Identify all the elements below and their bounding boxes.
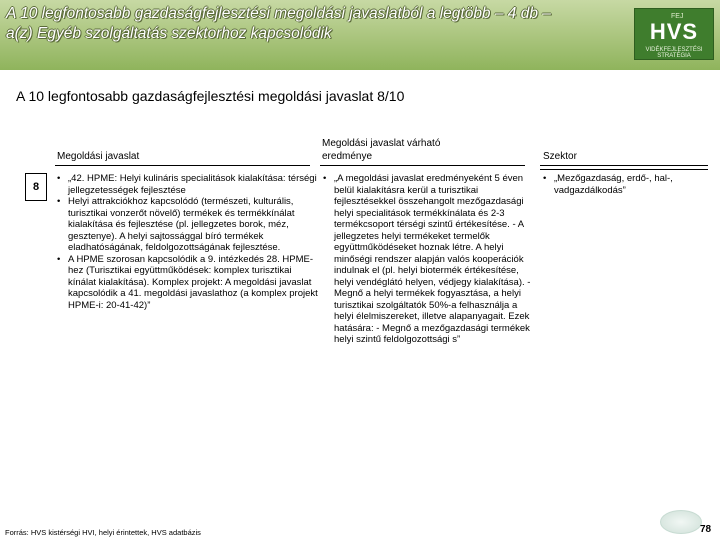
slide-title bbox=[6, 4, 606, 44]
column-header-result bbox=[322, 137, 440, 163]
hvs-logo bbox=[634, 8, 714, 60]
column-header-solution: Megoldási javaslat bbox=[57, 151, 140, 162]
page-number: 78 bbox=[700, 524, 712, 535]
rule-sector-header-2 bbox=[540, 169, 708, 170]
column-header-result-line-2: eredménye bbox=[322, 151, 373, 162]
result-list bbox=[323, 173, 535, 346]
source-note: Forrás: HVS kistérségi HVI, helyi érintettek, HVS adatbázis bbox=[5, 528, 201, 537]
header-banner bbox=[0, 0, 720, 70]
solution-item: • A HPME szorosan kapcsolódik a 9. intézkedés 28. HPME-hez (Turisztikai együttműködések: komplex turisztikai kínálat kialakítása). Komplex projekt: A megoldási javaslat kapcsolódik a 41. megoldási javaslathoz (a komplex projekt HPME-i: 20-41-42)” bbox=[57, 254, 319, 312]
column-header-sector: Szektor bbox=[543, 151, 577, 162]
rule-result-header bbox=[320, 165, 525, 166]
watermark-logo bbox=[660, 510, 702, 534]
sector-list bbox=[543, 173, 711, 196]
logo-subtitle: VIDÉKFEJLESZTÉSI STRATÉGIA bbox=[645, 47, 703, 59]
solution-list bbox=[57, 173, 319, 311]
slide-title-line-1: A 10 legfontosabb gazdaságfejlesztési megoldási javaslatból a legtöbb – 4 db – bbox=[6, 5, 551, 22]
column-header-result-line-1: Megoldási javaslat várható bbox=[322, 138, 441, 149]
row-number: 8 bbox=[25, 173, 47, 201]
slide-title-line-2: a(z) Egyéb szolgáltatás szektorhoz kapcsolódik bbox=[6, 25, 332, 42]
result-item: • „A megoldási javaslat eredményeként 5 éven belül kialakításra kerül a turisztikai fejlesztésekkel összehangolt mezőgazdasági helyi specialitások termékkínálata és 2-3 termékcsoport térségi szintű értékesítése. - A jellegzetes helyi termékeket termelők együttműködéseket hoznak létre. A helyi minőségi rendszer alapján valós kooperációk indulnak el (pl. helyi biotermék értékesítése, helyi vendéglátó helyen, védjegy kialakítása). - Megnő a helyi termékek fogyasztása, a helyi turisztikai szolgáltatók 50%-a felhasználja a helyi élelmiszereket, illetve alapanyagait. Ezek hatására: - Megnő a mezőgazdasági termékek helyi szintű feldolgozottsági s” bbox=[323, 173, 535, 346]
sector-item: • „Mezőgazdaság, erdő-, hal-, vadgazdálkodás” bbox=[543, 173, 711, 196]
solution-item: • „42. HPME: Helyi kulináris specialitások kialakítása: térségi jellegzetességek fejlesztése bbox=[57, 173, 319, 196]
logo-tag: FEJ bbox=[671, 13, 684, 20]
section-title: A 10 legfontosabb gazdaságfejlesztési megoldási javaslat 8/10 bbox=[16, 88, 405, 104]
solution-item: • Helyi attrakciókhoz kapcsolódó (természeti, kulturális, turisztikai vonzerőt növelő) termékek és termékkínálat kialakítása és fejlesztése (pl. jellegzetes borok, méz, gesztenye). A helyi sajtossággal bíró termékek eladhatóságának, feldolgozottságának fejlesztése. bbox=[57, 196, 319, 254]
rule-sector-header bbox=[540, 165, 708, 166]
logo-main-text: HVS bbox=[649, 19, 699, 44]
rule-solution-header bbox=[55, 165, 310, 166]
